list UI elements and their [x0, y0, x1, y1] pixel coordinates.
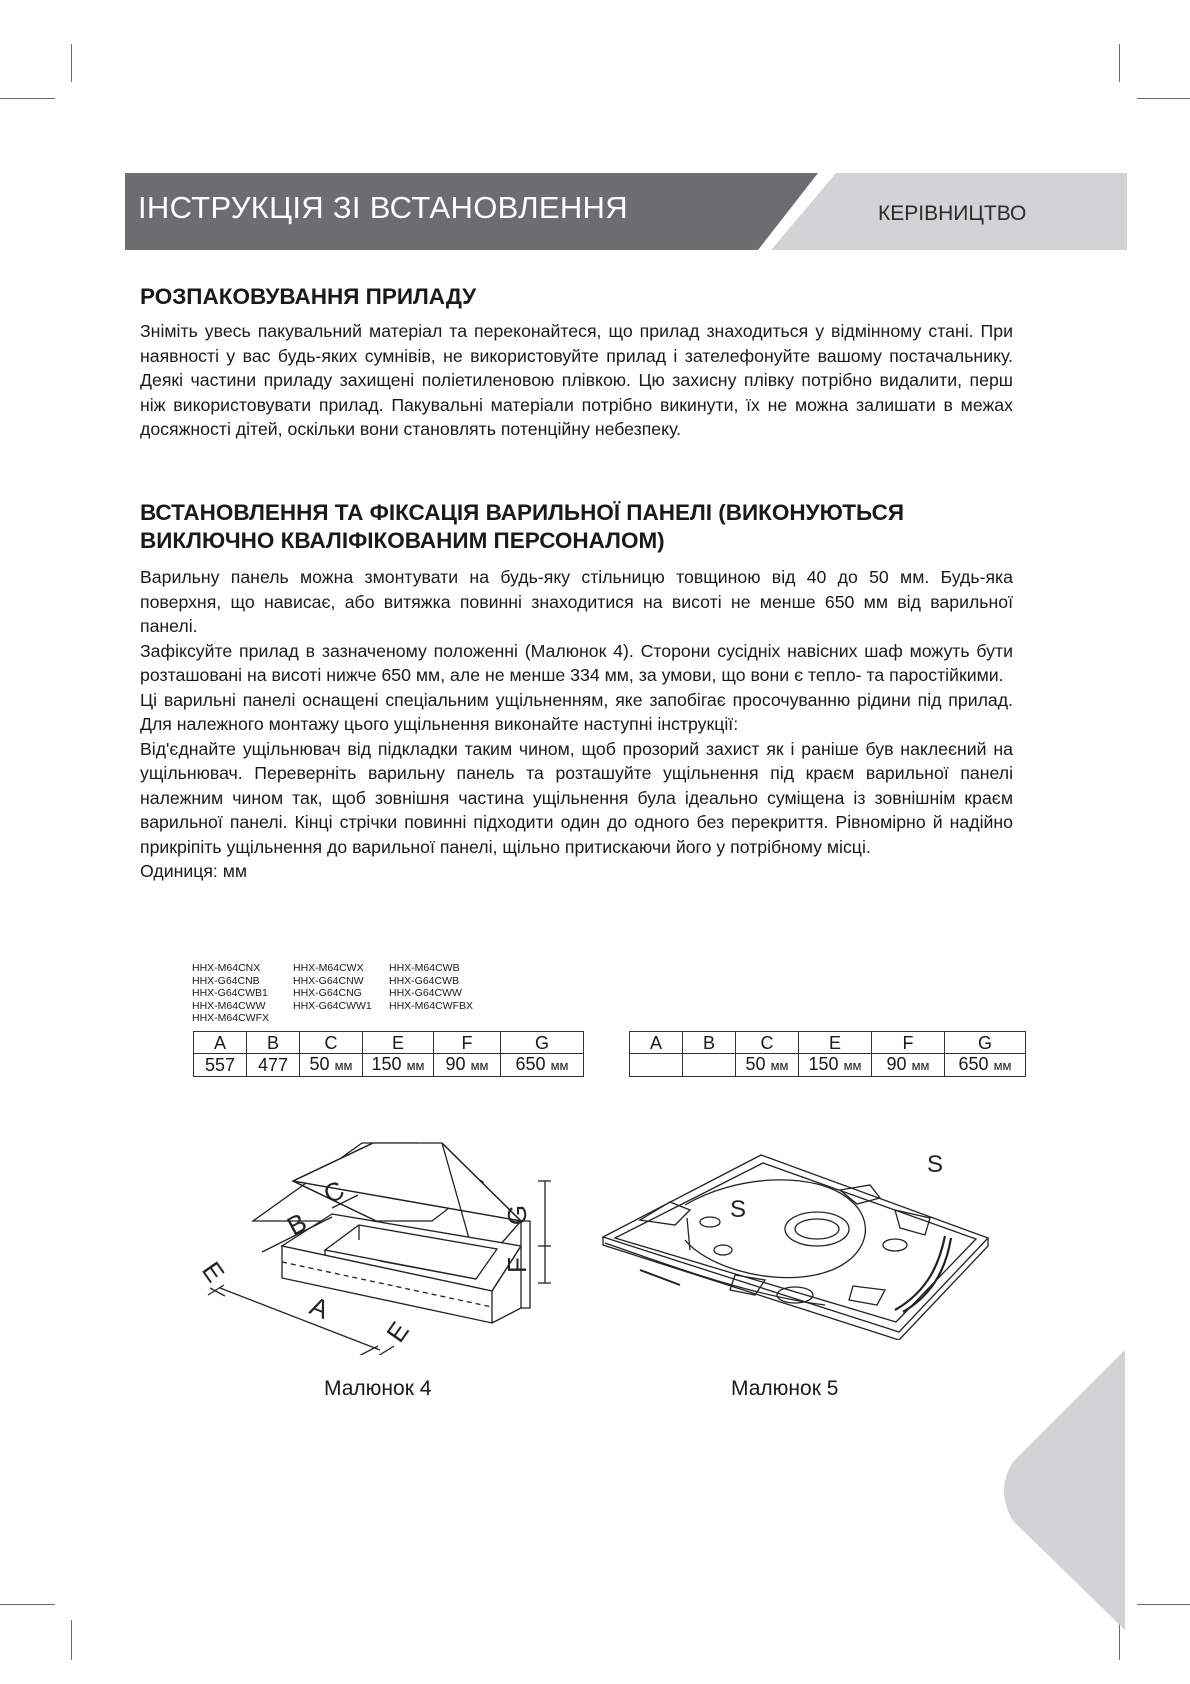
table-header-cell: F [434, 1032, 501, 1054]
cell-unit: мм [470, 1058, 489, 1073]
dimension-label-e-left: E [196, 1256, 231, 1288]
dimension-table-1 [193, 1031, 584, 1077]
table-row [630, 1054, 1026, 1077]
table-header-cell: E [799, 1032, 872, 1054]
model-name: HHX-M64CWFX [192, 1012, 270, 1025]
cell-value: 150 [371, 1054, 402, 1074]
cell-value: 90 [886, 1054, 907, 1074]
figure-4-labels [180, 1080, 590, 1355]
table-cell [683, 1054, 736, 1077]
section-heading-unpacking: РОЗПАКОВУВАННЯ ПРИЛАДУ [140, 284, 477, 309]
figure-5-labels [595, 1150, 1000, 1340]
crop-mark [71, 1620, 72, 1660]
table-header-cell: B [247, 1032, 300, 1054]
table-cell [300, 1054, 363, 1077]
installation-paragraph-1: Варильну панель можна змонтувати на будь-яку стільницю товщиною від 40 до 50 мм. Будь-яка поверхня, що нависає, або витяжка повинні знаходитися на висоті не менше 650 мм від варильної панелі. [140, 567, 1013, 636]
table-header-row [630, 1032, 1026, 1054]
model-list-col1 [192, 962, 269, 1025]
model-name: HHX-G64CWW [389, 987, 462, 1000]
table-cell [799, 1054, 872, 1077]
dimension-label-b: B [282, 1206, 312, 1242]
cell-value: 50 [745, 1054, 766, 1074]
table-header-cell: A [630, 1032, 683, 1054]
model-name: HHX-M64CWX [293, 962, 364, 974]
cell-unit: мм [550, 1058, 569, 1073]
table-header-cell: C [736, 1032, 799, 1054]
table-cell [434, 1054, 501, 1077]
table-cell [501, 1054, 584, 1077]
cell-value: 477 [257, 1055, 289, 1075]
dimension-label-f: F [502, 1257, 532, 1273]
installation-text [140, 565, 1013, 884]
table-header-cell: E [363, 1032, 434, 1054]
table-cell [363, 1054, 434, 1077]
header-section-label: КЕРІВНИЦТВО [878, 202, 1027, 225]
table-header-cell: F [872, 1032, 945, 1054]
unit-note: Одиниця: мм [140, 861, 248, 881]
model-name: HHX-G64CWB1 [192, 987, 268, 1000]
installation-paragraph-2: Зафіксуйте прилад в зазначеному положенні (Малюнок 4). Сторони сусідніх навісних шаф можуть бути розташовані на висоті нижче 650 мм, але не менше 334 мм, за умови, що вони є тепло- та паростійкими. [140, 640, 1013, 685]
cell-unit: мм [843, 1058, 862, 1073]
cell-unit: мм [334, 1058, 353, 1073]
unpacking-paragraph: Зніміть увесь пакувальний матеріал та переконайтеся, що прилад знаходиться у відмінному стані. При наявності у вас будь-яких сумнівів, не використовуйте прилад і зателефонуйте вашому постачальнику. Деякі частини приладу захищені поліетиленовою плівкою. Цю захисну плівку потрібно видалити, перш ніж використовувати прилад. Пакувальні матеріали потрібно викинути, їх не можна залишати в межах досяжності дітей, оскільки вони становлять потенційну небезпеку. [140, 321, 1013, 439]
model-list-col3 [389, 962, 473, 1012]
cell-value: 90 [445, 1054, 466, 1074]
model-name: HHX-G64CNW [293, 974, 364, 987]
table-cell [630, 1054, 683, 1077]
dimension-label-c: C [318, 1174, 350, 1210]
installation-paragraph-3: Ці варильні панелі оснащені спеціальним ущільненням, яке запобігає просочуванню рідини під прилад. Для належного монтажу цього ущільнення виконайте наступні інструкції: [140, 689, 1013, 734]
table-cell [247, 1054, 300, 1077]
model-list-col2 [293, 962, 372, 1012]
model-name: HHX-G64CNB [192, 974, 260, 987]
table-header-cell: A [194, 1032, 247, 1054]
cell-value: 557 [204, 1055, 236, 1075]
table-cell [736, 1054, 799, 1077]
model-name: HHX-M64CWW [192, 999, 266, 1012]
model-name: HHX-M64CNX [192, 962, 261, 974]
model-name: HHX-M64CWB [389, 962, 460, 974]
dimension-label-e-right: E [380, 1316, 415, 1348]
unpacking-text [140, 319, 1013, 442]
model-name: HHX-G64CWB [389, 974, 460, 987]
cell-unit: мм [770, 1058, 789, 1073]
model-name: HHX-M64CWFBX [389, 999, 474, 1012]
seal-label-s-right: S [926, 1151, 944, 1178]
cell-value: 650 [515, 1054, 546, 1074]
table-cell [945, 1054, 1026, 1077]
section-heading-installation-line1: ВСТАНОВЛЕННЯ ТА ФІКСАЦІЯ ВАРИЛЬНОЇ ПАНЕЛІ (ВИКОНУЮТЬСЯ [140, 500, 905, 525]
figure-5-caption: Малюнок 5 [731, 1377, 839, 1400]
cell-unit: мм [911, 1058, 930, 1073]
cell-value: 650 [958, 1054, 989, 1074]
dimension-label-a: A [305, 1290, 334, 1325]
table-header-cell: G [945, 1032, 1026, 1054]
model-name: HHX-G64CWW1 [293, 999, 372, 1012]
crop-mark [1137, 1604, 1190, 1605]
installation-paragraph-4: Від'єднайте ущільнювач від підкладки таким чином, щоб прозорий захист як і раніше був наклеєний на ущільнювач. Переверніть варильну панель та розташуйте ущільнення під краєм варильної панелі належним чином так, щоб зовнішня частина ущільнення була ідеально суміщена із зовнішнім краєм варильної панелі. Кінці стрічки повинні підходити один до одного без перекриття. Рівномірно й надійно прикріпіть ущільнення до варильної панелі, щільно притискаючи його у потрібному місці. [140, 738, 1013, 857]
page-title: ІНСТРУКЦІЯ ЗІ ВСТАНОВЛЕННЯ [138, 190, 628, 225]
model-name: HHX-G64CNG [293, 987, 362, 1000]
cell-value: 50 [309, 1054, 330, 1074]
seal-label-s-left: S [729, 1196, 747, 1223]
figure-4-caption: Малюнок 4 [324, 1377, 432, 1400]
table-header-row [194, 1032, 584, 1054]
section-heading-installation-line2: ВИКЛЮЧНО КВАЛІФІКОВАНИМ ПЕРСОНАЛОМ) [140, 528, 665, 553]
cell-value: 150 [808, 1054, 839, 1074]
dimension-table-2 [629, 1031, 1026, 1077]
table-cell [872, 1054, 945, 1077]
table-cell [194, 1054, 247, 1077]
cell-unit: мм [406, 1058, 425, 1073]
dimension-label-g: G [502, 1204, 532, 1226]
table-row [194, 1054, 584, 1077]
table-header-cell: C [300, 1032, 363, 1054]
table-header-cell: B [683, 1032, 736, 1054]
corner-triangle [995, 1350, 1135, 1630]
table-header-cell: G [501, 1032, 584, 1054]
crop-mark [0, 1604, 55, 1605]
cell-unit: мм [993, 1058, 1012, 1073]
